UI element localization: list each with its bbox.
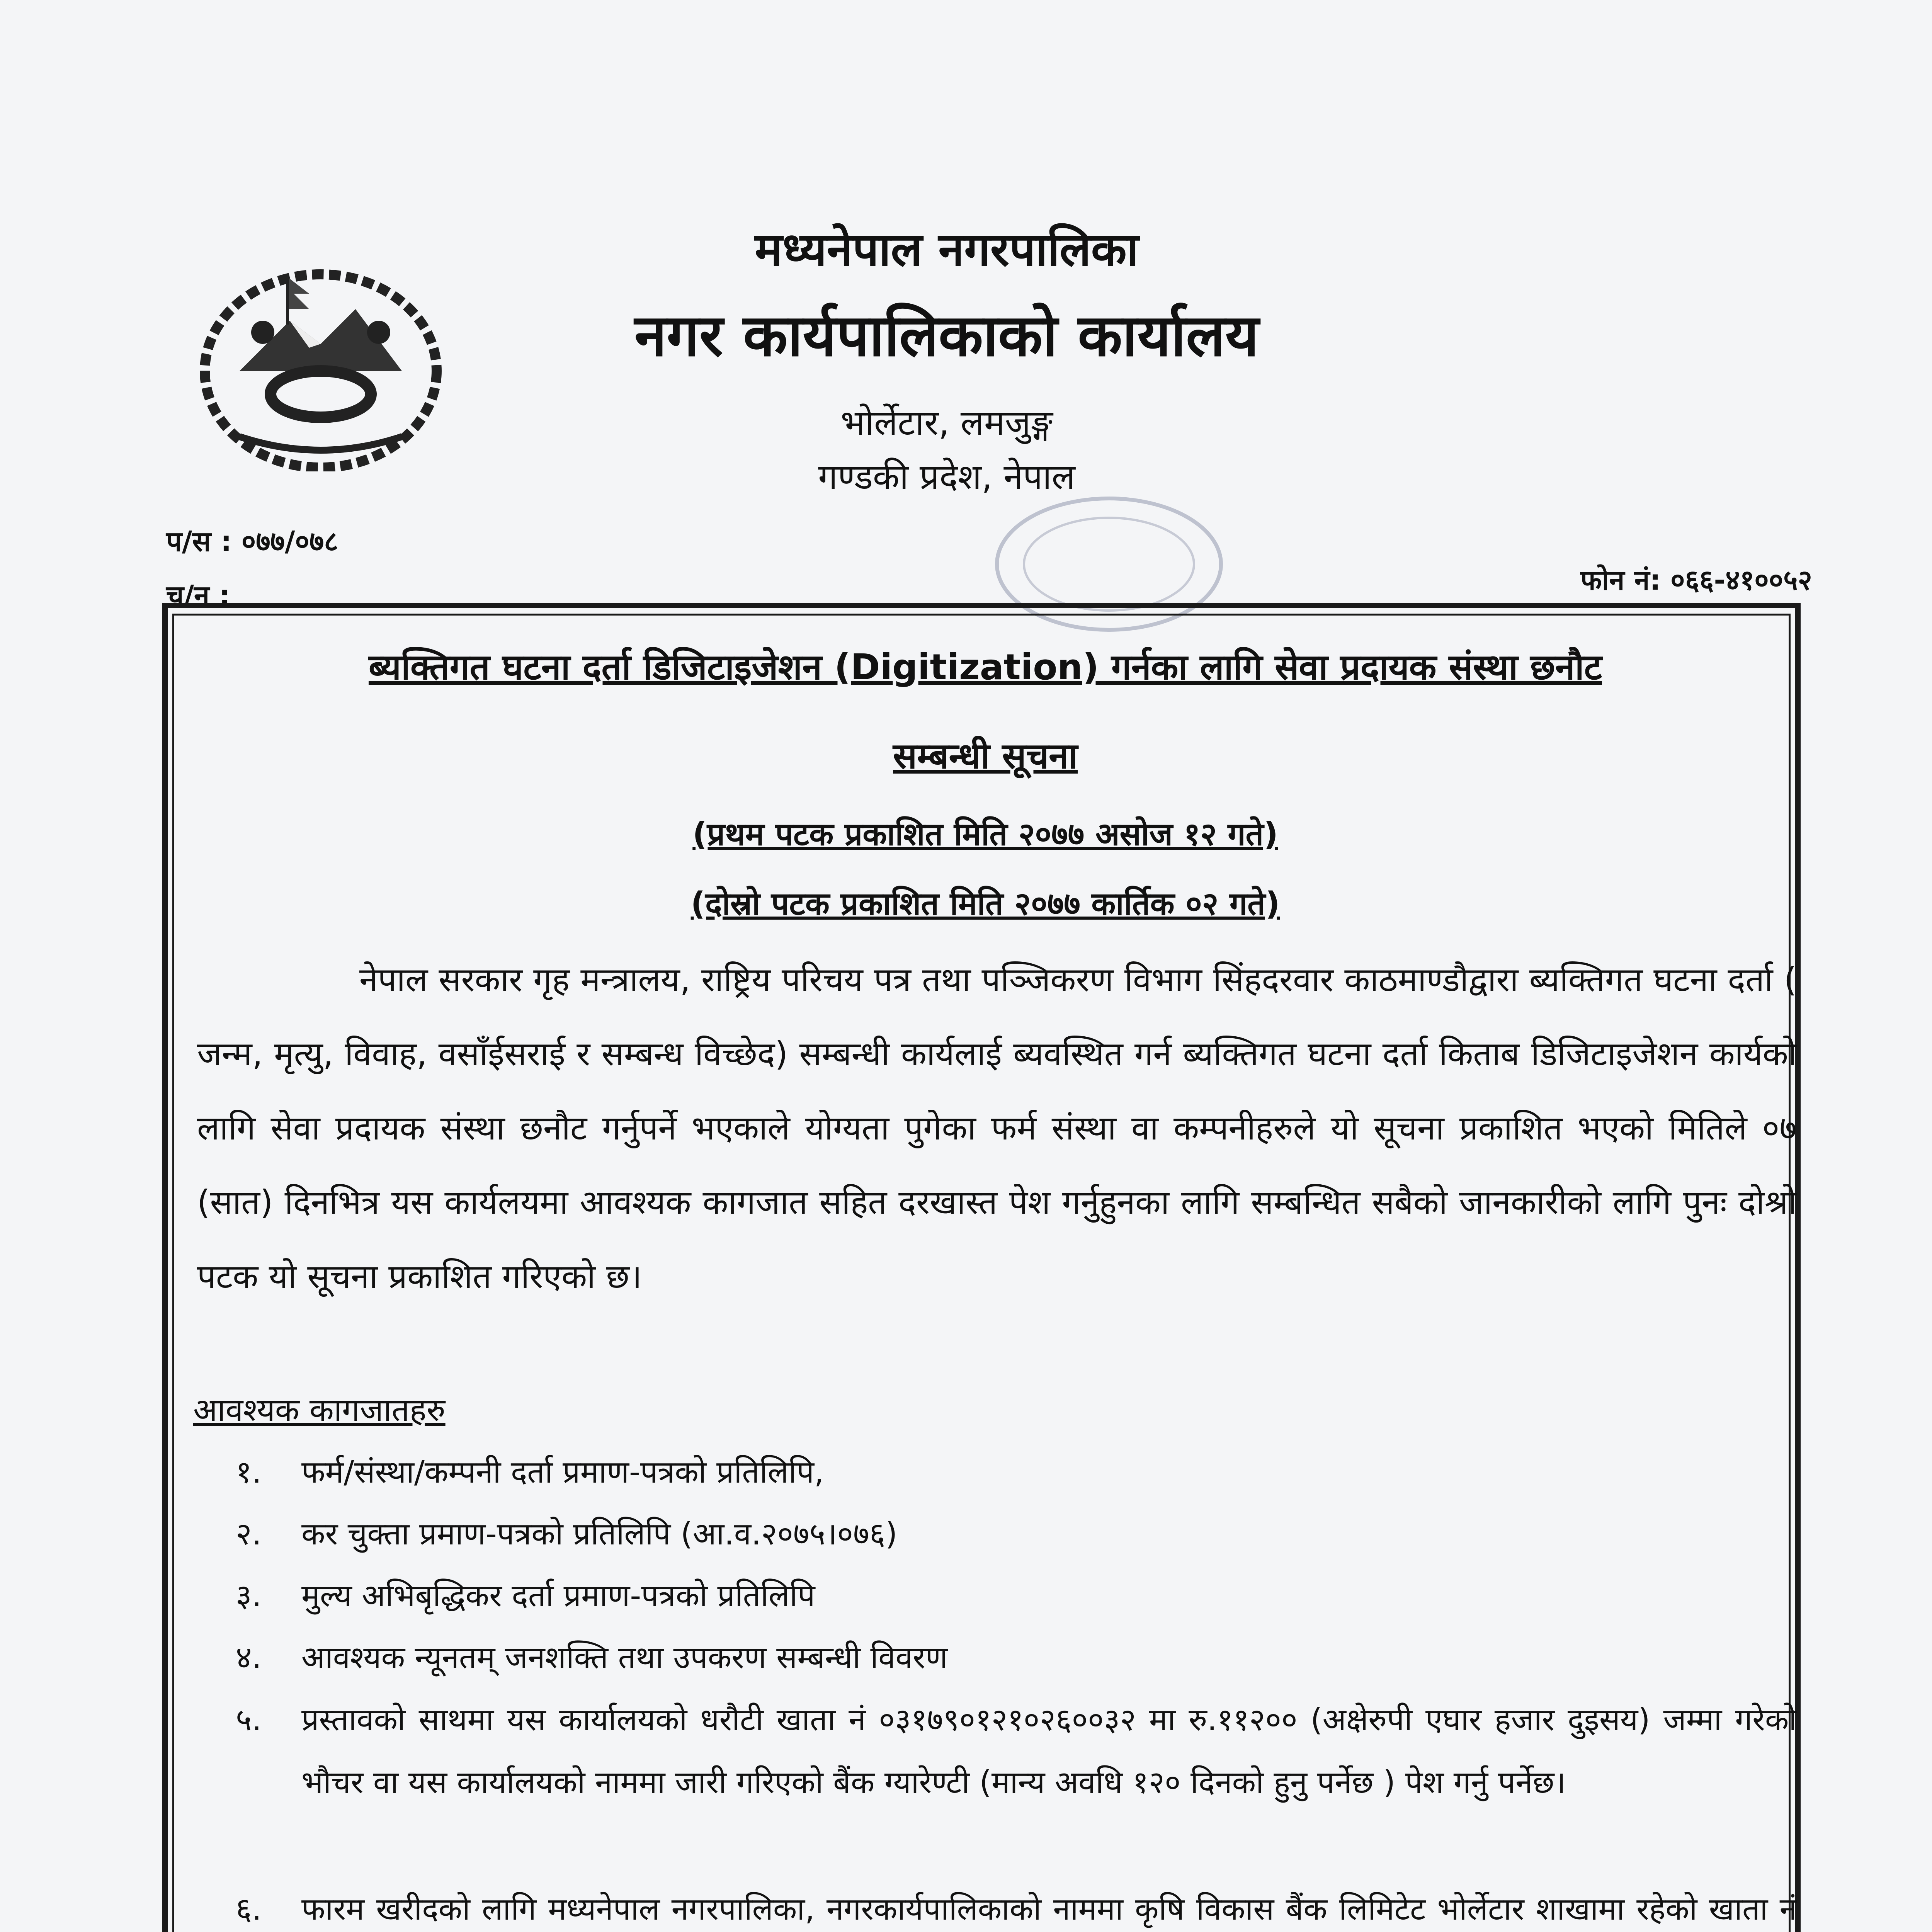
requirement-number: १.: [236, 1454, 262, 1490]
nepal-emblem-icon: [193, 255, 448, 471]
address-line-2: गण्डकी प्रदेश, नेपाल: [818, 457, 1075, 497]
requirement-item: [236, 1565, 1797, 1627]
notice-title: ब्यक्तिगत घटना दर्ता डिजिटाइजेशन (Digitization) गर्नका लागि सेवा प्रदायक संस्था छनौट: [368, 646, 1602, 688]
requirement-item: [236, 1627, 1797, 1689]
requirement-text: फर्म/संस्था/कम्पनी दर्ता प्रमाण-पत्रको प्रतिलिपि,: [301, 1454, 824, 1490]
requirement-number: ४.: [236, 1639, 262, 1675]
requirement-item: [236, 1689, 1797, 1814]
requirement-number: ५.: [236, 1702, 262, 1738]
notice-body: नेपाल सरकार गृह मन्त्रालय, राष्ट्रिय परिचय पत्र तथा पञ्जिकरण विभाग सिंहदरवार काठमाण्डौद्वारा ब्यक्तिगत घटना दर्ता ( जन्म, मृत्यु, विवाह, वसाँईसराई र सम्बन्ध विच्छेद) सम्बन्धी कार्यलाई ब्यवस्थित गर्न ब्यक्तिगत घटना दर्ता किताब डिजिटाइजेशन कार्यको लागि सेवा प्रदायक संस्था छनौट गर्नुपर्ने भएकाले योग्यता पुगेका फर्म संस्था वा कम्पनीहरुले यो सूचना प्रकाशित भएको मितिले ०७ (सात) दिनभित्र यस कार्यलयमा आवश्यक कागजात सहित दरखास्त पेश गर्नुहुनका लागि सम्बन्धित सबैको जानकारीको लागि पुनः दोश्रो पटक यो सूचना प्रकाशित गरिएको छ।: [197, 961, 1797, 1296]
requirement-number: ३.: [236, 1578, 262, 1614]
requirement-text: प्रस्तावको साथमा यस कार्यालयको धरौटी खाता नं ०३१७९०१२१०२६००३२ मा रु.११२०० (अक्षेरुपी एघार हजार दुइसय) जम्मा गरेको भौचर वा यस कार्यालयको नाममा जारी गरिएको बैंक ग्यारेण्टी (मान्य अवधि १२० दिनको हुनु पर्नेछ ) पेश गर्नु पर्नेछ।: [301, 1702, 1797, 1800]
requirement-text: फारम खरीदको लागि मध्यनेपाल नगरपालिका, नगरकार्यपालिकाको नाममा कृषि विकास बैंक लिमिटेट भोर्लेटार शाखामा रहेको खाता नं: [301, 1891, 1797, 1927]
reference-number: प/स : ०७७/०७८: [166, 525, 338, 558]
dispatch-number: च/न :: [166, 579, 230, 612]
requirement-number: ६.: [236, 1891, 262, 1927]
requirement-number: २.: [236, 1516, 262, 1552]
notice-subtitle: सम्बन्धी सूचना: [893, 735, 1078, 777]
requirement-text: कर चुक्ता प्रमाण-पत्रको प्रतिलिपि (आ.व.२०७५।०७६): [301, 1516, 898, 1552]
requirement-item: [236, 1441, 1797, 1503]
first-publication-date: (प्रथम पटक प्रकाशित मिति २०७७ असोज १२ गते): [692, 816, 1278, 853]
requirements-heading: आवश्यक कागजातहरु: [193, 1392, 446, 1429]
requirement-item: [236, 1878, 1797, 1932]
address-line-1: भोर्लेटार, लमजुङ्ग: [840, 403, 1053, 443]
requirement-item: [236, 1503, 1797, 1565]
phone-number: फोन नं: ०६६-४१००५२: [1580, 564, 1812, 596]
requirement-text: मुल्य अभिबृद्धिकर दर्ता प्रमाण-पत्रको प्रतिलिपि: [301, 1578, 815, 1614]
municipality-name: मध्यनेपाल नगरपालिका: [755, 223, 1139, 277]
office-name: नगर कार्यपालिकाको कार्यालय: [634, 302, 1259, 369]
second-publication-date: (दोस्रो पटक प्रकाशित मिति २०७७ कार्तिक ०२ गते): [690, 886, 1280, 922]
requirement-text: आवश्यक न्यूनतम् जनशक्ति तथा उपकरण सम्बन्धी विवरण: [301, 1639, 948, 1675]
